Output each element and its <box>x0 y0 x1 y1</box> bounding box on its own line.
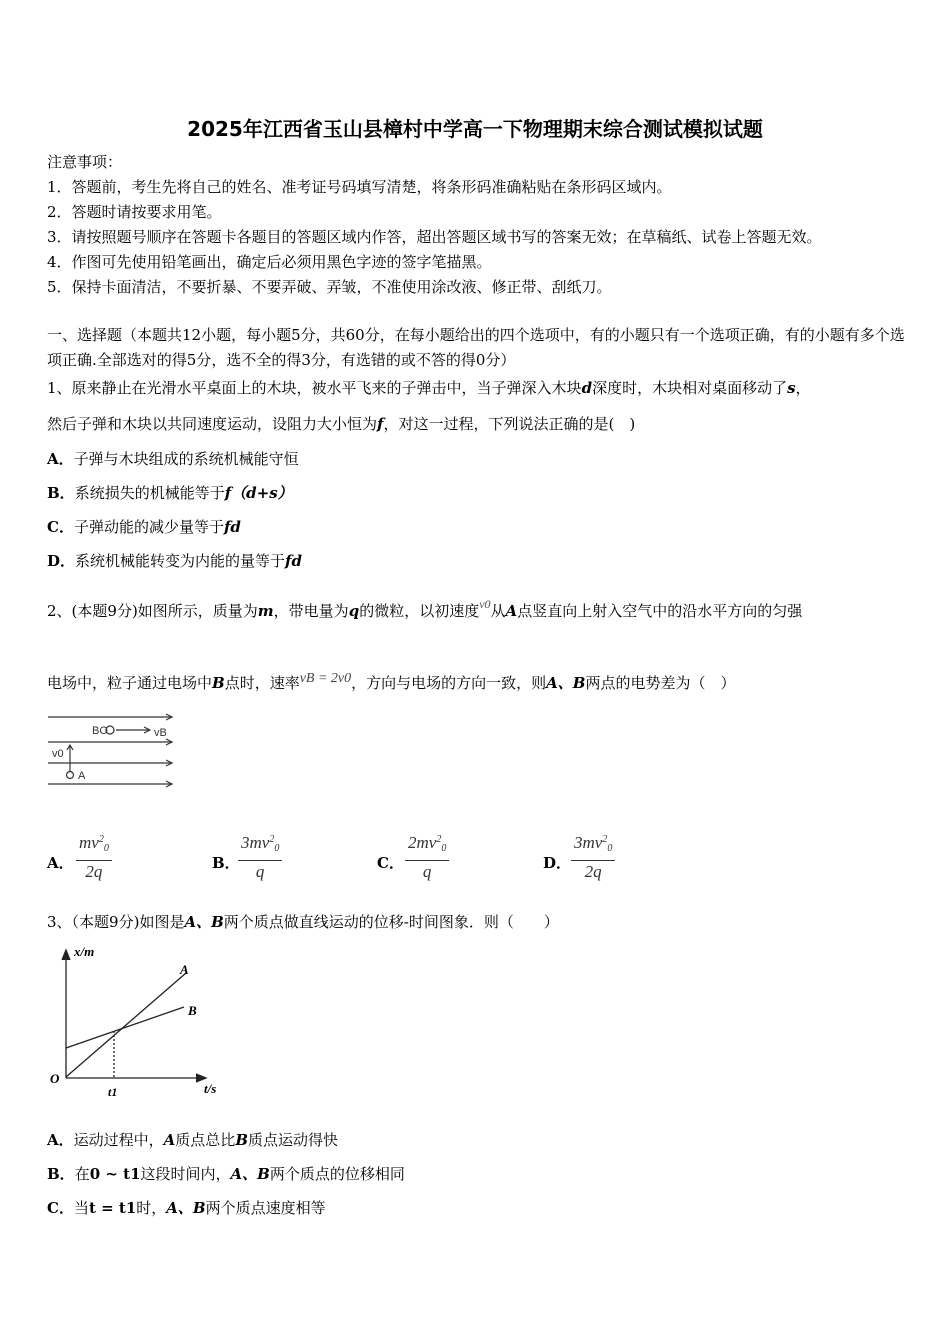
q2-option-d[interactable]: $\frac{3mv^2_0}{2q}$ <box>571 829 615 883</box>
q2-option-b-label[interactable]: B． <box>212 854 240 872</box>
q1-option-c[interactable]: C．子弹动能的减少量等于fd <box>47 518 241 536</box>
origin-label: O <box>50 1071 60 1086</box>
q2-option-a[interactable]: $\frac{mv^2_0}{2q}$ <box>76 829 112 883</box>
electric-field-figure <box>46 712 182 796</box>
x-axis-label: t/s <box>204 1081 217 1096</box>
section-header: 一、选择题（本题共12小题，每小题5分，共60分，在每小题给出的四个选项中，有的小题只有一个选项正确，有的小题有多个选项正确.全部选对的得5分，选不全的得3分，有选错的或不答的得0分） <box>47 326 905 369</box>
line-b <box>66 1007 184 1048</box>
page-title: 2025年江西省玉山县樟村中学高一下物理期末综合测试模拟试题 <box>187 117 763 141</box>
v0-symbol: v0 <box>479 597 491 611</box>
notice-item: 4．作图可先使用铅笔画出，确定后必须用黑色字迹的签字笔描黑。 <box>47 253 492 271</box>
notice-item: 2．答题时请按要求用笔。 <box>47 203 222 221</box>
q2-option-a-label[interactable]: A． <box>47 854 74 872</box>
q1-option-a[interactable]: A．子弹与木块组成的系统机械能守恒 <box>47 450 299 468</box>
label-v0: v0 <box>52 748 64 760</box>
vb-equation: vB = 2v0 <box>299 671 352 686</box>
q2-option-c-label[interactable]: C． <box>377 854 404 872</box>
q2-option-b[interactable]: $\frac{3mv^2_0}{q}$ <box>238 829 282 883</box>
q3-option-c[interactable]: C．当t = t1时，A、B两个质点速度相等 <box>47 1199 326 1217</box>
question-2-line-2: 电场中，粒子通过电场中B点时，速率vB = 2v0，方向与电场的方向一致，则A、B两点的电势差为（ ） <box>47 671 736 692</box>
q2-option-c[interactable]: $\frac{2mv^2_0}{q}$ <box>405 829 449 883</box>
notice-heading: 注意事项： <box>47 153 123 171</box>
line-a-label: A <box>180 962 189 977</box>
notice-item: 5．保持卡面清洁，不要折暴、不要弄破、弄皱，不准使用涂改液、修正带、刮纸刀。 <box>47 278 612 296</box>
q1-option-d[interactable]: D．系统机械能转变为内能的量等于fd <box>47 552 302 570</box>
label-vb: vB <box>154 727 167 739</box>
question-1-line-1: 1、原来静止在光滑水平桌面上的木块，被水平飞来的子弹击中，当子弹深入木块d深度时，木块相对桌面移动了s， <box>47 379 811 397</box>
question-1-line-2: 然后子弹和木块以共同速度运动，设阻力大小恒为f，对这一过程，下列说法正确的是( ) <box>47 415 636 433</box>
line-b-label: B <box>188 1003 197 1018</box>
q1-option-b[interactable]: B．系统损失的机械能等于f（d+s） <box>47 484 293 502</box>
label-a: A <box>78 770 86 782</box>
label-b: BO <box>92 725 108 737</box>
q2-option-d-label[interactable]: D． <box>543 854 572 872</box>
question-2-line-1: 2、(本题9分)如图所示，质量为m，带电量为q的微粒，以初速度$^{v0}$从A点竖直向上射入空气中的沿水平方向的匀强 <box>47 597 803 620</box>
t1-label: t1 <box>108 1085 118 1099</box>
displacement-time-graph <box>46 940 226 1100</box>
question-3-line: 3、（本题9分)如图是A、B两个质点做直线运动的位移-时间图象．则（ ） <box>47 913 559 931</box>
y-axis-label: x/m <box>74 944 95 959</box>
line-a <box>66 973 186 1077</box>
q3-option-b[interactable]: B．在0 ~ t1这段时间内，A、B两个质点的位移相同 <box>47 1165 405 1183</box>
q3-option-a[interactable]: A．运动过程中，A质点总比B质点运动得快 <box>47 1131 339 1149</box>
notice-item: 3．请按照题号顺序在答题卡各题目的答题区域内作答，超出答题区域书写的答案无效；在草稿纸、试卷上答题无效。 <box>47 228 822 246</box>
notice-item: 1．答题前，考生先将自己的姓名、准考证号码填写清楚，将条形码准确粘贴在条形码区域内。 <box>47 178 672 196</box>
